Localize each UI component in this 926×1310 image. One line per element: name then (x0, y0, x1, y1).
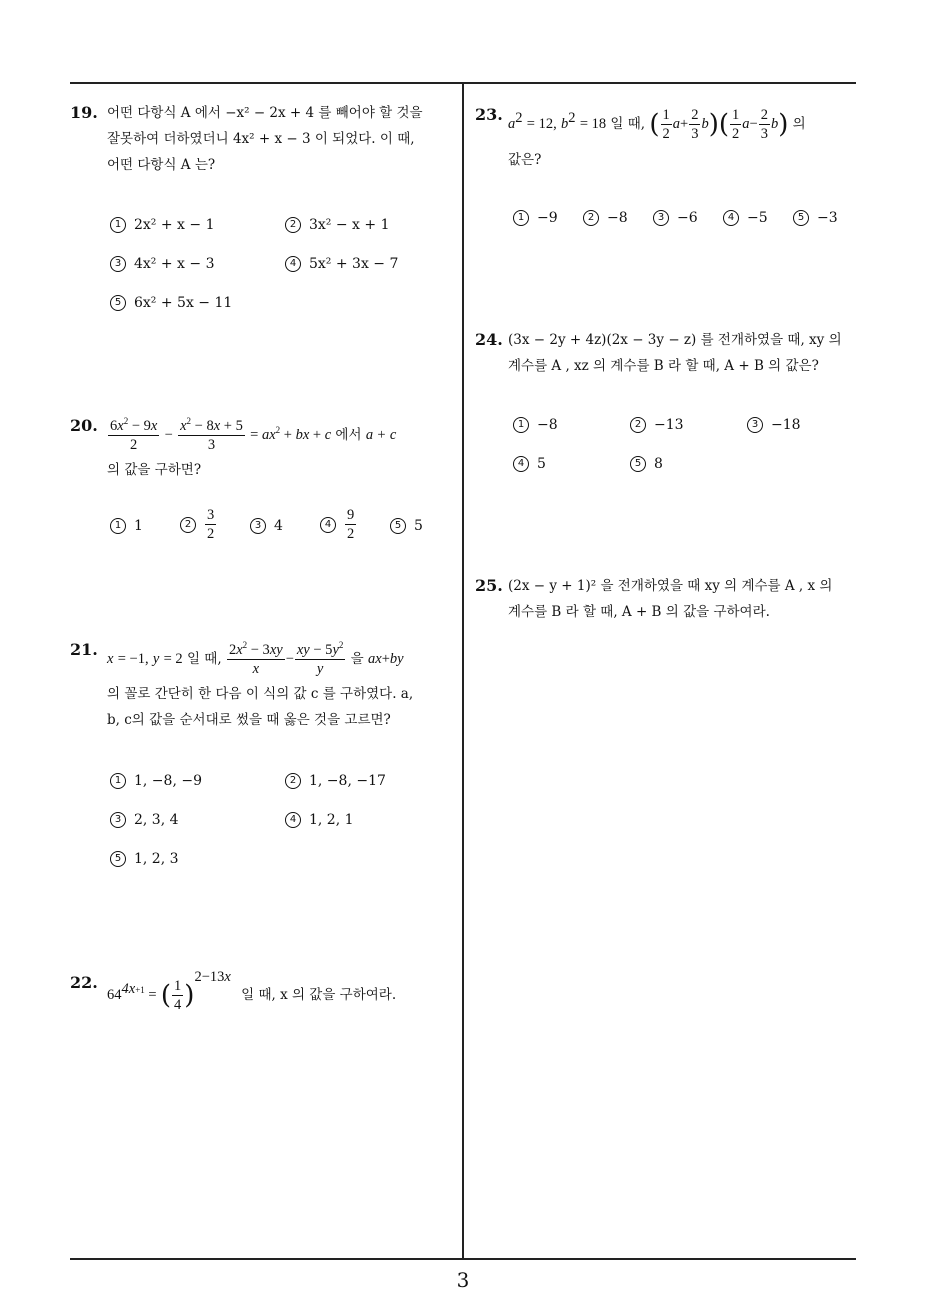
option-2[interactable]: 2 $\frac{3}{2}$ (180, 506, 217, 543)
question-text-line: 어떤 다항식 A 는? (107, 157, 216, 173)
question-equation: $64^{4x+1}$ = ( $\frac{1}{4}$ )$^{2-13x}$ 일 때, x 의 값을 구하여라. (107, 969, 397, 1013)
question-21 (70, 637, 460, 877)
circled-two-icon: 2 (180, 517, 196, 533)
circled-two-icon: 2 (630, 417, 646, 433)
question-number: 24. (475, 330, 503, 349)
option-3[interactable]: 3 −6 (653, 205, 698, 231)
option-1[interactable]: 1 2x² + x − 1 (110, 212, 214, 238)
option-5[interactable]: 5 5 (390, 513, 423, 539)
question-text-line: 값은? (508, 151, 542, 168)
option-1[interactable]: 1 −9 (513, 205, 558, 231)
circled-five-icon: 5 (630, 456, 646, 472)
option-5[interactable]: 5 6x² + 5x − 11 (110, 290, 232, 316)
question-25 (475, 573, 860, 633)
circled-five-icon: 5 (390, 518, 406, 534)
circled-four-icon: 4 (285, 812, 301, 828)
option-2[interactable]: 2 1, −8, −17 (285, 768, 386, 794)
option-4[interactable]: 4 −5 (723, 205, 768, 231)
circled-two-icon: 2 (285, 773, 301, 789)
option-3[interactable]: 3 2, 3, 4 (110, 807, 179, 833)
question-text: 일 때, x 의 값을 구하여라. (241, 987, 397, 1003)
question-text-line: 계수를 A , xz 의 계수를 B 라 할 때, A + B 의 값은? (508, 358, 819, 374)
circled-one-icon: 1 (513, 417, 529, 433)
circled-four-icon: 4 (513, 456, 529, 472)
question-20 (70, 413, 460, 553)
page-number: 3 (456, 1268, 470, 1292)
circled-two-icon: 2 (285, 217, 301, 233)
question-equation: $\frac{6x^2 - 9x}{2}$ − $\frac{x^2 - 8x + 5}{3}$ = $ax^2$ + bx + c 에서 a + c (110, 416, 397, 453)
option-2[interactable]: 2 −8 (583, 205, 628, 231)
question-number: 21. (70, 640, 98, 659)
option-3[interactable]: 3 4 (250, 513, 283, 539)
circled-four-icon: 4 (320, 517, 336, 533)
question-number: 22. (70, 973, 98, 992)
question-text-line: 계수를 B 라 할 때, A + B 의 값을 구하여라. (508, 604, 770, 620)
circled-three-icon: 3 (653, 210, 669, 226)
question-22 (70, 970, 460, 1030)
question-equation: $a^2 = 12$, $b^2 = 18$ 일 때, ( $\frac{1}{2}$ a+ $\frac{2}{3}$ b)( $\frac{1}{2}$ a− $\frac{2}{3}$ b) 의 (508, 107, 806, 142)
option-1[interactable]: 1 1 (110, 513, 143, 539)
question-text-line: (2x − y + 1)² 을 전개하였을 때 xy 의 계수를 A , x 의 (508, 578, 833, 594)
question-equation: x = −1, y = 2 일 때, $\frac{2x^2 - 3xy}{x}$ − $\frac{xy - 5y^2}{y}$ 을 ax+by (107, 640, 404, 677)
circled-one-icon: 1 (110, 518, 126, 534)
question-text-line: 어떤 다항식 A 에서 −x² − 2x + 4 를 빼어야 할 것을 (107, 105, 423, 121)
question-text-line: (3x − 2y + 4z)(2x − 3y − z) 를 전개하였을 때, xy 의 (508, 332, 842, 348)
option-2[interactable]: 2 −13 (630, 412, 684, 438)
question-text-line: 잘못하여 더하였더니 4x² + x − 3 이 되었다. 이 때, (107, 131, 415, 147)
question-number: 25. (475, 576, 503, 595)
option-5[interactable]: 5 1, 2, 3 (110, 846, 179, 872)
option-1[interactable]: 1 −8 (513, 412, 558, 438)
question-number: 19. (70, 103, 98, 122)
question-text-line: b, c의 값을 순서대로 썼을 때 옳은 것을 고르면? (107, 712, 391, 728)
circled-three-icon: 3 (747, 417, 763, 433)
circled-two-icon: 2 (583, 210, 599, 226)
circled-one-icon: 1 (110, 773, 126, 789)
option-4[interactable]: 4 1, 2, 1 (285, 807, 354, 833)
circled-four-icon: 4 (723, 210, 739, 226)
option-2[interactable]: 2 3x² − x + 1 (285, 212, 389, 238)
circled-five-icon: 5 (793, 210, 809, 226)
bottom-rule (70, 1258, 856, 1260)
question-19 (70, 100, 460, 320)
question-23 (475, 102, 860, 232)
option-1[interactable]: 1 1, −8, −9 (110, 768, 202, 794)
question-number: 23. (475, 105, 503, 124)
option-5[interactable]: 5 8 (630, 451, 663, 477)
option-4[interactable]: 4 5x² + 3x − 7 (285, 251, 398, 277)
circled-four-icon: 4 (285, 256, 301, 272)
option-4[interactable]: 4 $\frac{9}{2}$ (320, 506, 357, 543)
circled-one-icon: 1 (513, 210, 529, 226)
question-text-line: 의 꼴로 간단히 한 다음 이 식의 값 c 를 구하였다. a, (107, 686, 414, 702)
circled-five-icon: 5 (110, 851, 126, 867)
question-text-line: 의 값을 구하면? (107, 462, 202, 478)
option-5[interactable]: 5 −3 (793, 205, 838, 231)
option-3[interactable]: 3 −18 (747, 412, 801, 438)
circled-five-icon: 5 (110, 295, 126, 311)
question-number: 20. (70, 416, 98, 435)
circled-three-icon: 3 (250, 518, 266, 534)
column-divider (462, 83, 464, 1259)
question-24 (475, 327, 860, 477)
circled-three-icon: 3 (110, 812, 126, 828)
circled-three-icon: 3 (110, 256, 126, 272)
option-4[interactable]: 4 5 (513, 451, 546, 477)
option-3[interactable]: 3 4x² + x − 3 (110, 251, 214, 277)
circled-one-icon: 1 (110, 217, 126, 233)
